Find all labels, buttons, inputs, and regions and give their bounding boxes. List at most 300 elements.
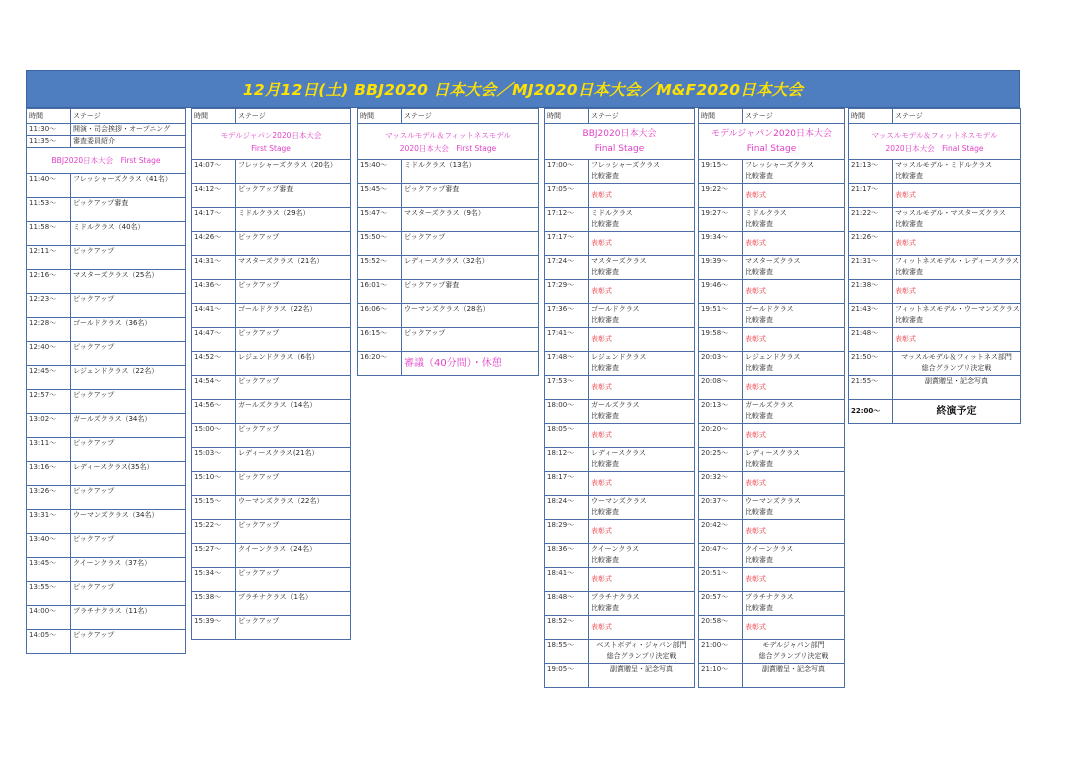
time-cell: 15:10～ bbox=[192, 472, 236, 496]
item-cell bbox=[589, 448, 695, 472]
item-cell: ピックアップ bbox=[71, 342, 186, 366]
item-cell bbox=[589, 592, 695, 616]
item-cell: ピックアップ審査 bbox=[402, 280, 539, 304]
item-cell bbox=[589, 352, 695, 376]
award-row bbox=[699, 568, 845, 592]
item-sublabel: 比較審査 bbox=[591, 460, 619, 468]
time-cell: 18:48～ bbox=[545, 592, 589, 616]
schedule-row bbox=[27, 438, 186, 462]
time-cell: 19:51～ bbox=[699, 304, 743, 328]
time-cell: 18:17～ bbox=[545, 472, 589, 496]
schedule-row bbox=[192, 496, 351, 520]
time-cell: 20:57～ bbox=[699, 592, 743, 616]
item-sublabel: 比較審査 bbox=[591, 316, 619, 324]
time-cell: 20:32～ bbox=[699, 472, 743, 496]
stage-title-line: マッスルモデル＆フィットネスモデル bbox=[385, 130, 511, 140]
time-cell: 18:41～ bbox=[545, 568, 589, 592]
time-cell: 14:26～ bbox=[192, 232, 236, 256]
time-cell: 20:25～ bbox=[699, 448, 743, 472]
item-label: モデルジャパン部門 bbox=[762, 641, 825, 649]
time-cell: 13:16～ bbox=[27, 462, 71, 486]
time-header: 時間 bbox=[545, 109, 589, 124]
award-row bbox=[699, 616, 845, 640]
time-cell: 13:31～ bbox=[27, 510, 71, 534]
item-cell bbox=[743, 616, 845, 640]
award-row bbox=[545, 568, 695, 592]
item-cell bbox=[893, 232, 1021, 256]
schedule-row bbox=[192, 424, 351, 448]
header-row bbox=[358, 109, 539, 124]
award-label: 表彰式 bbox=[745, 479, 766, 487]
schedule-row bbox=[192, 520, 351, 544]
opening-row bbox=[27, 136, 186, 148]
item-sublabel: 比較審査 bbox=[591, 172, 619, 180]
item-label: マスターズクラス bbox=[745, 257, 801, 265]
stage-title-line: First Stage bbox=[251, 143, 291, 153]
item-cell: フレッシャーズクラス（20名） bbox=[236, 160, 351, 184]
schedule-row bbox=[192, 232, 351, 256]
schedule-row bbox=[545, 256, 695, 280]
item-cell: ピックアップ bbox=[402, 232, 539, 256]
time-cell: 17:12～ bbox=[545, 208, 589, 232]
item-label: ガールズクラス bbox=[591, 401, 640, 409]
time-cell: 15:22～ bbox=[192, 520, 236, 544]
schedule-row bbox=[358, 232, 539, 256]
header-row bbox=[192, 109, 351, 124]
item-sublabel: 比較審査 bbox=[745, 316, 773, 324]
item-sublabel: 比較審査 bbox=[591, 268, 619, 276]
award-row bbox=[699, 520, 845, 544]
schedule-row bbox=[192, 472, 351, 496]
time-cell: 14:05～ bbox=[27, 630, 71, 654]
stage-title bbox=[849, 124, 1021, 160]
item-cell: ミドルクラス（40名） bbox=[71, 222, 186, 246]
item-label: レジェンドクラス bbox=[591, 353, 647, 361]
stage-title bbox=[358, 124, 539, 160]
item-cell bbox=[893, 256, 1021, 280]
item-sublabel: 比較審査 bbox=[745, 556, 773, 564]
item-label: レジェンドクラス bbox=[745, 353, 801, 361]
schedule-row bbox=[545, 664, 695, 688]
schedule-row bbox=[27, 462, 186, 486]
stage-title-line: Final Stage bbox=[746, 143, 797, 154]
item-cell: プラチナクラス（1名） bbox=[236, 592, 351, 616]
item-cell bbox=[589, 256, 695, 280]
time-cell: 20:13～ bbox=[699, 400, 743, 424]
schedule-row bbox=[545, 400, 695, 424]
time-cell: 17:05～ bbox=[545, 184, 589, 208]
stage-title-row bbox=[358, 124, 539, 160]
time-cell: 20:03～ bbox=[699, 352, 743, 376]
time-header: 時間 bbox=[27, 109, 71, 124]
item-label: マッスルモデル・ミドルクラス bbox=[895, 161, 993, 169]
item-cell: ピックアップ審査 bbox=[402, 184, 539, 208]
item-label: 副賞贈呈・記念写真 bbox=[925, 377, 988, 385]
schedule-row bbox=[192, 280, 351, 304]
schedule-row bbox=[27, 246, 186, 270]
time-cell: 14:17～ bbox=[192, 208, 236, 232]
schedule-row bbox=[358, 304, 539, 328]
schedule-row bbox=[358, 280, 539, 304]
item-label: フィットネスモデル・ウーマンズクラス bbox=[895, 305, 1020, 313]
item-label: プラチナクラス bbox=[591, 593, 640, 601]
award-row bbox=[849, 280, 1021, 304]
item-cell bbox=[589, 640, 695, 664]
item-sublabel: 総合グランプリ決定戦 bbox=[758, 652, 829, 660]
item-cell bbox=[743, 208, 845, 232]
time-cell: 13:26～ bbox=[27, 486, 71, 510]
time-cell: 20:58～ bbox=[699, 616, 743, 640]
stage-title-line: 2020日本大会 First Stage bbox=[399, 143, 497, 153]
item-label: クイーンクラス bbox=[591, 545, 640, 553]
item-label: ミドルクラス bbox=[591, 209, 633, 217]
item-label: フレッシャーズクラス bbox=[591, 161, 660, 169]
schedule-row bbox=[545, 304, 695, 328]
item-cell bbox=[893, 328, 1021, 352]
item-cell: 開演・司会挨拶・オープニング bbox=[71, 124, 186, 136]
award-label: 表彰式 bbox=[591, 239, 612, 247]
time-cell: 17:00～ bbox=[545, 160, 589, 184]
award-row bbox=[699, 376, 845, 400]
item-cell: ピックアップ bbox=[236, 520, 351, 544]
schedule-row bbox=[192, 256, 351, 280]
item-sublabel: 比較審査 bbox=[895, 268, 923, 276]
time-cell: 11:53～ bbox=[27, 198, 71, 222]
item-cell: ピックアップ bbox=[71, 630, 186, 654]
item-sublabel: 比較審査 bbox=[745, 364, 773, 372]
item-cell: ピックアップ bbox=[236, 232, 351, 256]
time-cell: 12:23～ bbox=[27, 294, 71, 318]
time-cell: 15:27～ bbox=[192, 544, 236, 568]
time-cell: 13:02～ bbox=[27, 414, 71, 438]
item-cell bbox=[893, 352, 1021, 376]
item-label: 副賞贈呈・記念写真 bbox=[610, 665, 673, 673]
schedule-row bbox=[27, 390, 186, 414]
schedule-row bbox=[192, 376, 351, 400]
item-cell bbox=[743, 640, 845, 664]
item-label: レディースクラス bbox=[745, 449, 800, 457]
item-sublabel: 比較審査 bbox=[591, 604, 619, 612]
award-label: 表彰式 bbox=[745, 287, 766, 295]
award-row bbox=[545, 376, 695, 400]
stage-header: ステージ bbox=[402, 109, 539, 124]
schedule-row bbox=[27, 294, 186, 318]
schedule-row bbox=[192, 568, 351, 592]
award-row bbox=[545, 616, 695, 640]
time-cell: 17:53～ bbox=[545, 376, 589, 400]
item-cell: クイーンクラス（37名） bbox=[71, 558, 186, 582]
award-row bbox=[545, 232, 695, 256]
time-cell: 13:45～ bbox=[27, 558, 71, 582]
time-cell: 12:11～ bbox=[27, 246, 71, 270]
item-cell bbox=[589, 208, 695, 232]
item-cell bbox=[743, 472, 845, 496]
award-row bbox=[699, 280, 845, 304]
stage-title-row bbox=[192, 124, 351, 160]
item-cell bbox=[589, 328, 695, 352]
time-cell: 12:16～ bbox=[27, 270, 71, 294]
schedule-row bbox=[849, 208, 1021, 232]
schedule-row bbox=[699, 256, 845, 280]
schedule-row bbox=[27, 510, 186, 534]
item-sublabel: 比較審査 bbox=[591, 412, 619, 420]
break-row bbox=[358, 352, 539, 376]
item-cell bbox=[743, 496, 845, 520]
item-cell: マスターズクラス（21名） bbox=[236, 256, 351, 280]
item-cell bbox=[743, 256, 845, 280]
item-cell bbox=[589, 280, 695, 304]
schedule-row bbox=[192, 328, 351, 352]
time-cell: 21:00～ bbox=[699, 640, 743, 664]
schedule-row bbox=[699, 352, 845, 376]
time-cell: 19:39～ bbox=[699, 256, 743, 280]
time-cell: 18:00～ bbox=[545, 400, 589, 424]
schedule-row bbox=[192, 352, 351, 376]
bbj-final-stage-table bbox=[544, 108, 695, 688]
time-cell: 12:28～ bbox=[27, 318, 71, 342]
item-cell bbox=[743, 592, 845, 616]
item-cell: ミドルクラス（13名） bbox=[402, 160, 539, 184]
time-cell: 11:35～ bbox=[27, 136, 71, 148]
time-cell: 17:29～ bbox=[545, 280, 589, 304]
item-cell: プラチナクラス（11名） bbox=[71, 606, 186, 630]
item-sublabel: 比較審査 bbox=[895, 172, 923, 180]
item-cell: ウーマンズクラス（28名） bbox=[402, 304, 539, 328]
item-cell bbox=[893, 304, 1021, 328]
time-cell: 21:48～ bbox=[849, 328, 893, 352]
item-cell: マスターズクラス（25名） bbox=[71, 270, 186, 294]
item-cell: ゴールドクラス（36名） bbox=[71, 318, 186, 342]
time-cell: 19:58～ bbox=[699, 328, 743, 352]
item-sublabel: 比較審査 bbox=[745, 412, 773, 420]
item-cell: レジェンドクラス（6名） bbox=[236, 352, 351, 376]
item-cell bbox=[589, 160, 695, 184]
item-label: プラチナクラス bbox=[745, 593, 794, 601]
time-cell: 15:40～ bbox=[358, 160, 402, 184]
award-label: 表彰式 bbox=[745, 527, 766, 535]
time-cell: 21:55～ bbox=[849, 376, 893, 400]
schedule-row bbox=[699, 304, 845, 328]
time-cell: 15:47～ bbox=[358, 208, 402, 232]
break-cell: 審議（40分間）・休憩 bbox=[402, 352, 539, 376]
award-label: 表彰式 bbox=[591, 527, 612, 535]
item-cell bbox=[589, 184, 695, 208]
schedule-row bbox=[358, 208, 539, 232]
time-cell: 16:01～ bbox=[358, 280, 402, 304]
award-label: 表彰式 bbox=[591, 191, 612, 199]
time-cell: 20:37～ bbox=[699, 496, 743, 520]
item-cell bbox=[589, 232, 695, 256]
mf-first-stage-table bbox=[357, 108, 539, 376]
end-cell: 終演予定 bbox=[893, 400, 1021, 424]
stage-title-line: モデルジャパン2020日本大会 bbox=[220, 130, 322, 140]
item-sublabel: 比較審査 bbox=[895, 220, 923, 228]
time-cell: 18:12～ bbox=[545, 448, 589, 472]
schedule-row bbox=[27, 630, 186, 654]
schedule-row bbox=[545, 160, 695, 184]
item-label: レディースクラス bbox=[591, 449, 646, 457]
award-label: 表彰式 bbox=[745, 191, 766, 199]
item-sublabel: 比較審査 bbox=[895, 316, 923, 324]
mj-first-stage-table bbox=[191, 108, 351, 640]
award-label: 表彰式 bbox=[745, 575, 766, 583]
item-sublabel: 比較審査 bbox=[591, 364, 619, 372]
schedule-row bbox=[699, 208, 845, 232]
time-cell: 14:00～ bbox=[27, 606, 71, 630]
schedule-row bbox=[358, 328, 539, 352]
schedule-row bbox=[192, 160, 351, 184]
schedule-row bbox=[27, 558, 186, 582]
schedule-row bbox=[545, 544, 695, 568]
header-row bbox=[699, 109, 845, 124]
item-sublabel: 比較審査 bbox=[591, 556, 619, 564]
item-cell: ピックアップ bbox=[71, 438, 186, 462]
award-row bbox=[849, 328, 1021, 352]
stage-title-row bbox=[27, 148, 186, 174]
award-label: 表彰式 bbox=[591, 287, 612, 295]
time-cell: 14:12～ bbox=[192, 184, 236, 208]
item-cell bbox=[893, 376, 1021, 400]
schedule-row bbox=[27, 342, 186, 366]
item-cell bbox=[743, 664, 845, 688]
award-label: 表彰式 bbox=[591, 383, 612, 391]
award-row bbox=[699, 232, 845, 256]
item-cell: ガールズクラス（14名） bbox=[236, 400, 351, 424]
item-cell: ピックアップ bbox=[71, 390, 186, 414]
item-cell bbox=[743, 352, 845, 376]
time-cell: 14:52～ bbox=[192, 352, 236, 376]
item-cell bbox=[589, 424, 695, 448]
item-cell bbox=[589, 400, 695, 424]
schedule-row bbox=[849, 160, 1021, 184]
time-cell: 14:47～ bbox=[192, 328, 236, 352]
schedule-row bbox=[27, 534, 186, 558]
schedule-row bbox=[699, 496, 845, 520]
schedule-row bbox=[192, 592, 351, 616]
time-cell: 19:15～ bbox=[699, 160, 743, 184]
schedule-row bbox=[27, 606, 186, 630]
item-sublabel: 比較審査 bbox=[745, 460, 773, 468]
item-cell bbox=[743, 520, 845, 544]
award-label: 表彰式 bbox=[895, 287, 916, 295]
item-sublabel: 比較審査 bbox=[745, 268, 773, 276]
item-cell bbox=[743, 160, 845, 184]
item-label: ガールズクラス bbox=[745, 401, 794, 409]
schedule-row bbox=[192, 400, 351, 424]
item-sublabel: 比較審査 bbox=[591, 220, 619, 228]
time-cell: 14:31～ bbox=[192, 256, 236, 280]
schedule-row bbox=[849, 352, 1021, 376]
item-cell: ピックアップ bbox=[236, 328, 351, 352]
award-label: 表彰式 bbox=[895, 335, 916, 343]
schedule-row bbox=[545, 640, 695, 664]
time-cell: 13:11～ bbox=[27, 438, 71, 462]
schedule-row bbox=[699, 544, 845, 568]
schedule-row bbox=[192, 448, 351, 472]
schedule-row bbox=[27, 318, 186, 342]
stage-title-line: マッスルモデル＆フィットネスモデル bbox=[871, 130, 998, 140]
bbj-first-stage-table bbox=[26, 108, 186, 654]
award-label: 表彰式 bbox=[591, 431, 612, 439]
item-cell bbox=[743, 304, 845, 328]
time-cell: 12:40～ bbox=[27, 342, 71, 366]
item-cell: ピックアップ bbox=[402, 328, 539, 352]
item-cell: ピックアップ bbox=[236, 280, 351, 304]
item-cell: レディースクラス（32名） bbox=[402, 256, 539, 280]
item-cell: ピックアップ bbox=[236, 568, 351, 592]
schedule-row bbox=[699, 640, 845, 664]
item-cell: マスターズクラス（9名） bbox=[402, 208, 539, 232]
award-label: 表彰式 bbox=[591, 575, 612, 583]
time-cell: 18:55～ bbox=[545, 640, 589, 664]
time-cell: 17:36～ bbox=[545, 304, 589, 328]
item-cell: ピックアップ bbox=[236, 472, 351, 496]
item-cell bbox=[893, 184, 1021, 208]
time-header: 時間 bbox=[192, 109, 236, 124]
award-label: 表彰式 bbox=[895, 239, 916, 247]
item-label: ベストボディ・ジャパン部門 bbox=[596, 641, 687, 649]
item-cell bbox=[743, 184, 845, 208]
time-cell: 15:50～ bbox=[358, 232, 402, 256]
item-cell bbox=[893, 280, 1021, 304]
schedule-row bbox=[27, 366, 186, 390]
schedule-row bbox=[699, 400, 845, 424]
item-cell bbox=[743, 280, 845, 304]
time-cell: 18:05～ bbox=[545, 424, 589, 448]
schedule-row bbox=[545, 448, 695, 472]
schedule-row bbox=[27, 198, 186, 222]
award-row bbox=[699, 328, 845, 352]
time-cell: 15:45～ bbox=[358, 184, 402, 208]
time-cell: 13:55～ bbox=[27, 582, 71, 606]
stage-header: ステージ bbox=[743, 109, 845, 124]
header-row bbox=[27, 109, 186, 124]
item-cell bbox=[893, 208, 1021, 232]
award-row bbox=[849, 184, 1021, 208]
item-cell bbox=[589, 496, 695, 520]
item-cell bbox=[743, 544, 845, 568]
award-label: 表彰式 bbox=[895, 191, 916, 199]
award-label: 表彰式 bbox=[745, 383, 766, 391]
item-sublabel: 比較審査 bbox=[745, 220, 773, 228]
time-cell: 18:24～ bbox=[545, 496, 589, 520]
item-cell: ピックアップ bbox=[71, 246, 186, 270]
item-cell: 審査委員紹介 bbox=[71, 136, 186, 148]
time-cell: 15:15～ bbox=[192, 496, 236, 520]
time-cell: 20:08～ bbox=[699, 376, 743, 400]
schedule-row bbox=[545, 592, 695, 616]
item-cell: レディースクラス(35名） bbox=[71, 462, 186, 486]
award-row bbox=[699, 424, 845, 448]
item-sublabel: 比較審査 bbox=[591, 508, 619, 516]
time-cell: 13:40～ bbox=[27, 534, 71, 558]
item-label: ウーマンズクラス bbox=[591, 497, 647, 505]
item-cell bbox=[589, 544, 695, 568]
item-cell bbox=[589, 568, 695, 592]
time-cell: 19:27～ bbox=[699, 208, 743, 232]
schedule-row bbox=[27, 270, 186, 294]
item-cell: レディースクラス(21名） bbox=[236, 448, 351, 472]
time-cell: 22:00～ bbox=[849, 400, 893, 424]
item-label: ミドルクラス bbox=[745, 209, 787, 217]
time-cell: 18:52～ bbox=[545, 616, 589, 640]
time-cell: 15:39～ bbox=[192, 616, 236, 640]
schedule-row bbox=[27, 582, 186, 606]
stage-title bbox=[699, 124, 845, 160]
item-cell bbox=[743, 400, 845, 424]
time-cell: 21:31～ bbox=[849, 256, 893, 280]
stage-header: ステージ bbox=[236, 109, 351, 124]
